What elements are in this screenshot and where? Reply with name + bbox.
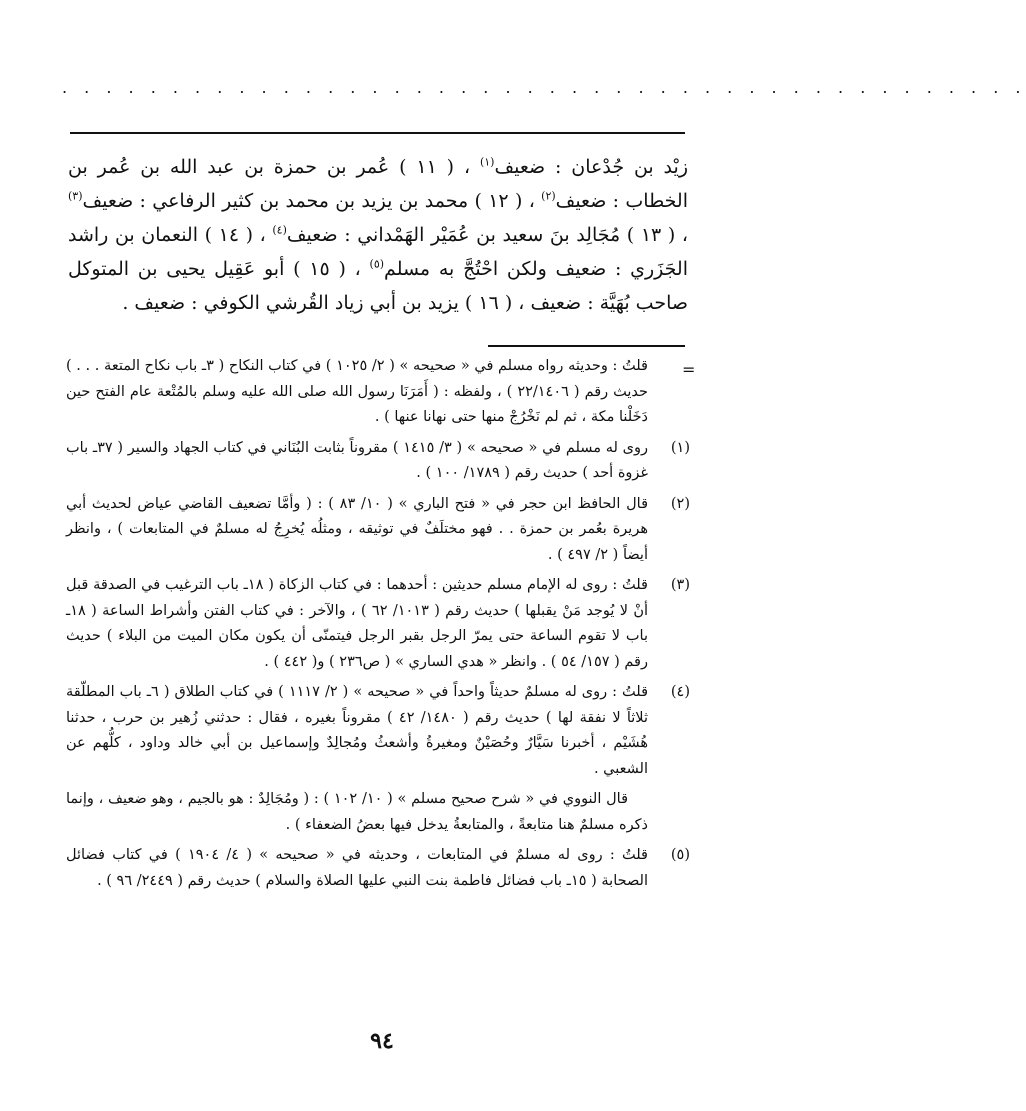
footnote-text: قلتُ : روى له مسلمٌ في المتابعات ، وحديثه في « صحيحه » ( ٤/ ١٩٠٤ ) في كتاب فضائل الصحابة ( ١٥ـ باب فضائل فاطمة بنت النبي عليها الصلاة والسلام ) حديث رقم ( ٢٤٤٩/ ٩٦ ) . (66, 847, 648, 889)
footnotes (66, 354, 690, 899)
footnote-5 (66, 843, 690, 894)
footnote-ref-1: (١) (479, 155, 495, 169)
footnote-text: قلتُ : روى له مسلمٌ حديثاً واحداً في « صحيحه » ( ٢/ ١١١٧ ) في كتاب الطلاق ( ٦ـ باب المطلّقة ثلاثاً لا نفقة لها ) حديث رقم ( ١٤٨٠/ ٤٢ ) مقروناً بغيره ، فقال : حدثني زُهير بن حرب ، حدثنا هُشَيْم ، أخبرنا سَيَّارٌ وحُصَيْنٌ ومغيرةُ وأشعثُ ومُجالِدٌ وإسماعيل بن أبي خالد وداود ، كلُّهم عن الشعبي . (66, 684, 649, 777)
footnote-number: (٢) (670, 495, 690, 512)
footnote-4 (66, 680, 690, 838)
footnote-ref-4: (٤) (272, 223, 287, 237)
footnote-number: (٥) (670, 847, 690, 863)
page-number: ٩٤ (370, 1028, 394, 1054)
footnote-text: قال الحافظ ابن حجر في « فتح الباري » ( ١٠/ ٨٣ ) : ( وأمَّا تضعيف القاضي عياض لحديث أبي هريرة بعُمر بن حمزة . . فهو مختلَفٌ في توثيقه ، ومثلُه يُخرِجُ له مسلمٌ في المتابعات ) ، وانظر أيضاً ( ٢/ ٤٩٧ ) . (66, 495, 648, 563)
main-text-part: ، ( ١٥ ) أبو عَقِيل يحيى بن المتوكل صاحب بُهَيَّة : ضعيف ، ( ١٦ ) يزيد بن أبي زياد القُرشي الكوفي : ضعيف . (68, 258, 688, 314)
main-text-part: ، ( ١٤ ) النعمان بن راشد الجَزَري : ضعيف ولكن احْتُجَّ به مسلم (68, 224, 689, 280)
footnote-1 (66, 436, 690, 487)
footnote-text: قال النووي في « شرح صحيح مسلم » ( ١٠/ ١٠٢ ) : ( ومُجَالِدٌ : هو بالجيم ، وهو ضعيف ، وإنما ذكره مسلمٌ هنا متابعةً ، والمتابعةُ يدخل فيها بعضُ الضعفاء ) . (66, 791, 648, 833)
footnote-number: (١) (670, 439, 690, 456)
footnote-separator (488, 345, 685, 347)
footnote-text: قلتُ : وحديثه رواه مسلم في « صحيحه » ( ٢/ ١٠٢٥ ) في كتاب النكاح ( ٣ـ باب نكاح المتعة . . . ) حديث رقم ( ٢٢/١٤٠٦ ) ، ولفظه : ( أَمَرَنَا رسول الله صلى الله عليه وسلم بالمُتْعة عام الفتح حين دَخَلْنا مكة ، ثم لم نَخْرُجْ منها حتى نهانا عنها ) . (66, 358, 648, 425)
footnote-text: قلتُ : روى له الإمام مسلم حديثين : أحدهما : في كتاب الزكاة ( ١٨ـ باب الترغيب في الصدقة قبل أنْ لا يُوجد مَنْ يقبلها ) حديث رقم ( ١٠١٣/ ٦٢ ) ، والآخر : في كتاب الفتن وأشراط الساعة ( ١٨ـ باب لا تقوم الساعة حتى يمرّ الرجل بقبر الرجل فيتمنّى أن يكون مكان الميت من البلاء ) حديث رقم ( ١٥٧/ ٥٤ ) . وانظر « هدي الساري » ( ص٢٣٦ ) و( ٤٤٢ ) . (66, 577, 649, 670)
footnote-text: روى له مسلم في « صحيحه » ( ٣/ ١٤١٥ ) مقروناً بثابت البُنَاني في كتاب الجهاد والسير ( ٣٧ـ باب غزوة أحد ) حديث رقم ( ١٧٨٩/ ١٠٠ ) . (66, 439, 648, 481)
main-text-part: زيْد بن جُدْعان : ضعيف (494, 156, 688, 178)
footnote-continuation (66, 354, 690, 431)
main-paragraph (68, 150, 688, 320)
footnote-ref-3: (٣) (68, 189, 83, 203)
main-text-part: ، ( ١٢ ) محمد بن يزيد بن محمد بن كثير الرفاعي : ضعيف (82, 190, 542, 212)
footnote-number: (٣) (670, 577, 690, 593)
main-text-part: ، ( ١٣ ) مُجَالِد بنَ سعيد بن عُمَيْر الهَمْداني : ضعيف (286, 224, 688, 246)
continuation-marker: = (682, 360, 696, 379)
footnote-ref-5: (٥) (369, 257, 385, 271)
main-text (68, 150, 688, 320)
footnote-3 (66, 573, 690, 675)
footnote-ref-2: (٢) (541, 189, 556, 203)
top-rule (70, 132, 685, 134)
dotted-separator: . . . . . . . . . . . . . . . . . . . . . . . . . . . . . . . . . . . . . . . . . . . . (62, 78, 1026, 97)
footnote-number: (٤) (670, 684, 690, 700)
main-text-part: ، ( ١١ ) عُمر بن حمزة بن عبد الله بن عُمر بن الخطاب : ضعيف (68, 156, 688, 212)
footnote-2 (66, 492, 690, 569)
